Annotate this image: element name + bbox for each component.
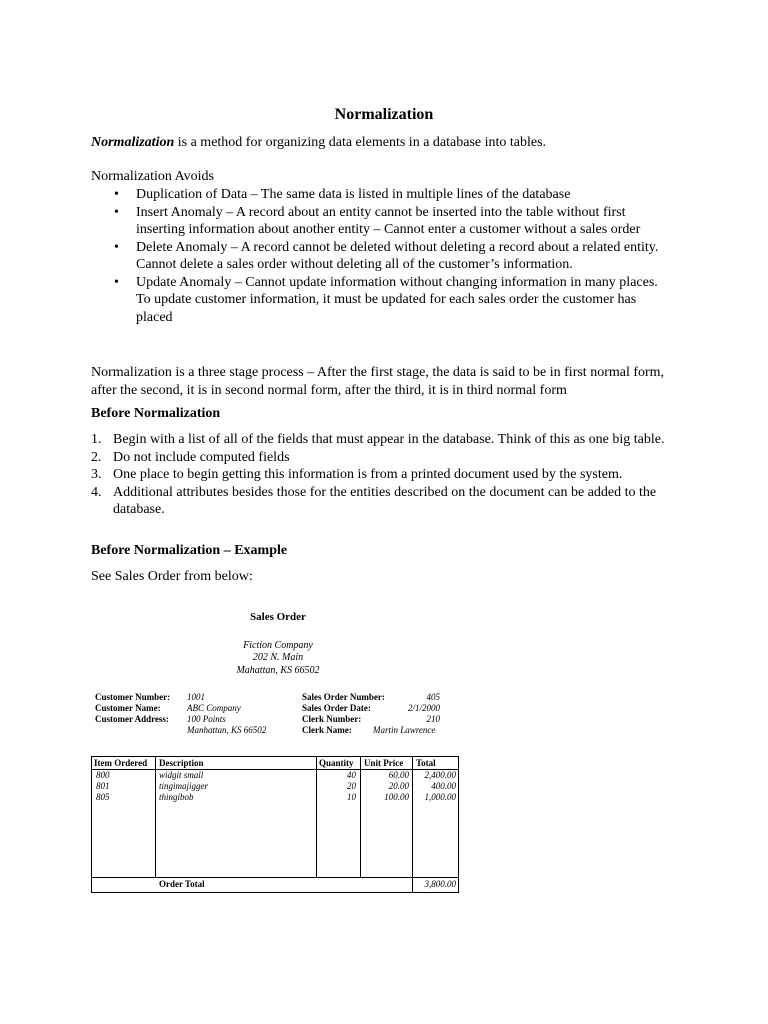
list-item: 2. Do not include computed fields	[91, 449, 290, 465]
total-divider	[92, 877, 458, 878]
intro-term: Normalization	[91, 135, 175, 150]
clerk-name-label: Clerk Name:	[302, 725, 352, 735]
company-city: Mahattan, KS 66502	[236, 665, 320, 676]
list-item: 3. One place to begin getting this information is from a printed document used by the system.	[91, 467, 623, 482]
company-name: Fiction Company	[243, 640, 313, 651]
table-cell-quantity: 10	[347, 792, 356, 802]
company-street: 202 N. Main	[252, 652, 304, 663]
bullet-icon: •	[114, 187, 119, 202]
column-divider	[316, 757, 317, 877]
bullet-icon: •	[114, 204, 119, 220]
table-cell-total: 400.00	[431, 781, 456, 791]
list-item: • Delete Anomaly – A record cannot be deleted without deleting a record about a related entity. Cannot delete a sales order without deleting all of the customer’s information.	[114, 239, 659, 272]
order-date-label: Sales Order Date:	[302, 703, 371, 713]
column-header: Quantity	[319, 758, 354, 768]
column-header: Total	[416, 758, 436, 768]
intro-text: is a method for organizing data elements in a database into tables.	[174, 135, 547, 150]
table-cell-description: tingimajigger	[159, 781, 208, 791]
example-heading: Before Normalization – Example	[91, 543, 288, 558]
table-cell-total: 2,400.00	[424, 770, 456, 780]
avoids-list	[0, 186, 768, 326]
bullet-icon: •	[114, 239, 119, 255]
table-cell-quantity: 40	[347, 770, 356, 780]
customer-address-line2: Manhattan, KS 66502	[187, 725, 267, 735]
column-divider	[155, 757, 156, 877]
customer-number-label: Customer Number:	[95, 692, 171, 702]
before-steps-list	[0, 431, 768, 519]
list-item: 1. Begin with a list of all of the fields that must appear in the database. Think of this as one big table.	[91, 432, 665, 447]
column-header: Unit Price	[364, 758, 404, 768]
table-cell-price: 60.00	[388, 770, 409, 780]
sales-order-title: Sales Order	[250, 611, 306, 623]
order-total-value: 3,800.00	[424, 879, 456, 889]
column-divider	[412, 757, 413, 892]
order-number-label: Sales Order Number:	[302, 692, 385, 702]
stages-paragraph: Normalization is a three stage process – After the first stage, the data is said to be in first normal form, after the second, it is in second normal form, after the third, it is in third normal form	[91, 365, 665, 398]
table-cell-price: 20.00	[388, 781, 409, 791]
order-total-label: Order Total	[159, 879, 205, 889]
list-item: • Duplication of Data – The same data is listed in multiple lines of the database	[114, 187, 571, 202]
table-cell-item: 805	[96, 792, 110, 802]
clerk-name-value: Martin Lawrence	[373, 725, 436, 735]
column-divider	[360, 757, 361, 877]
page-title: Normalization	[334, 106, 434, 123]
intro-paragraph	[91, 134, 546, 152]
list-item: 4. Additional attributes besides those for the entities described on the document can be added to the database.	[91, 484, 657, 517]
customer-name-value: ABC Company	[187, 703, 241, 713]
table-cell-item: 801	[96, 781, 110, 791]
before-normalization-heading: Before Normalization	[91, 406, 221, 421]
column-header: Description	[159, 758, 204, 768]
table-cell-item: 800	[96, 770, 110, 780]
customer-address-label: Customer Address:	[95, 714, 169, 724]
table-cell-quantity: 20	[347, 781, 356, 791]
customer-number-value: 1001	[187, 692, 205, 702]
order-date-value: 2/1/2000	[407, 703, 440, 713]
clerk-number-label: Clerk Number:	[302, 714, 362, 724]
bullet-icon: •	[114, 274, 119, 290]
see-sales-order-text: See Sales Order from below:	[91, 569, 253, 584]
order-number-value: 405	[426, 692, 440, 702]
list-item: • Insert Anomaly – A record about an entity cannot be inserted into the table without first inserting information about another entity – Cannot enter a customer without a sales order	[114, 204, 641, 237]
table-cell-description: widgit small	[159, 770, 204, 780]
table-cell-description: thingibob	[159, 792, 194, 802]
clerk-number-value: 210	[426, 714, 440, 724]
table-cell-price: 100.00	[384, 792, 409, 802]
column-header: Item Ordered	[94, 758, 148, 768]
sales-order-table	[91, 756, 459, 893]
customer-address-line1: 100 Points	[187, 714, 226, 724]
table-cell-total: 1,000.00	[424, 792, 456, 802]
avoids-heading: Normalization Avoids	[91, 169, 214, 184]
customer-name-label: Customer Name:	[95, 703, 161, 713]
list-item: • Update Anomaly – Cannot update information without changing information in many places. To update customer information, it must be updated for each sales order the customer has placed	[114, 274, 658, 325]
